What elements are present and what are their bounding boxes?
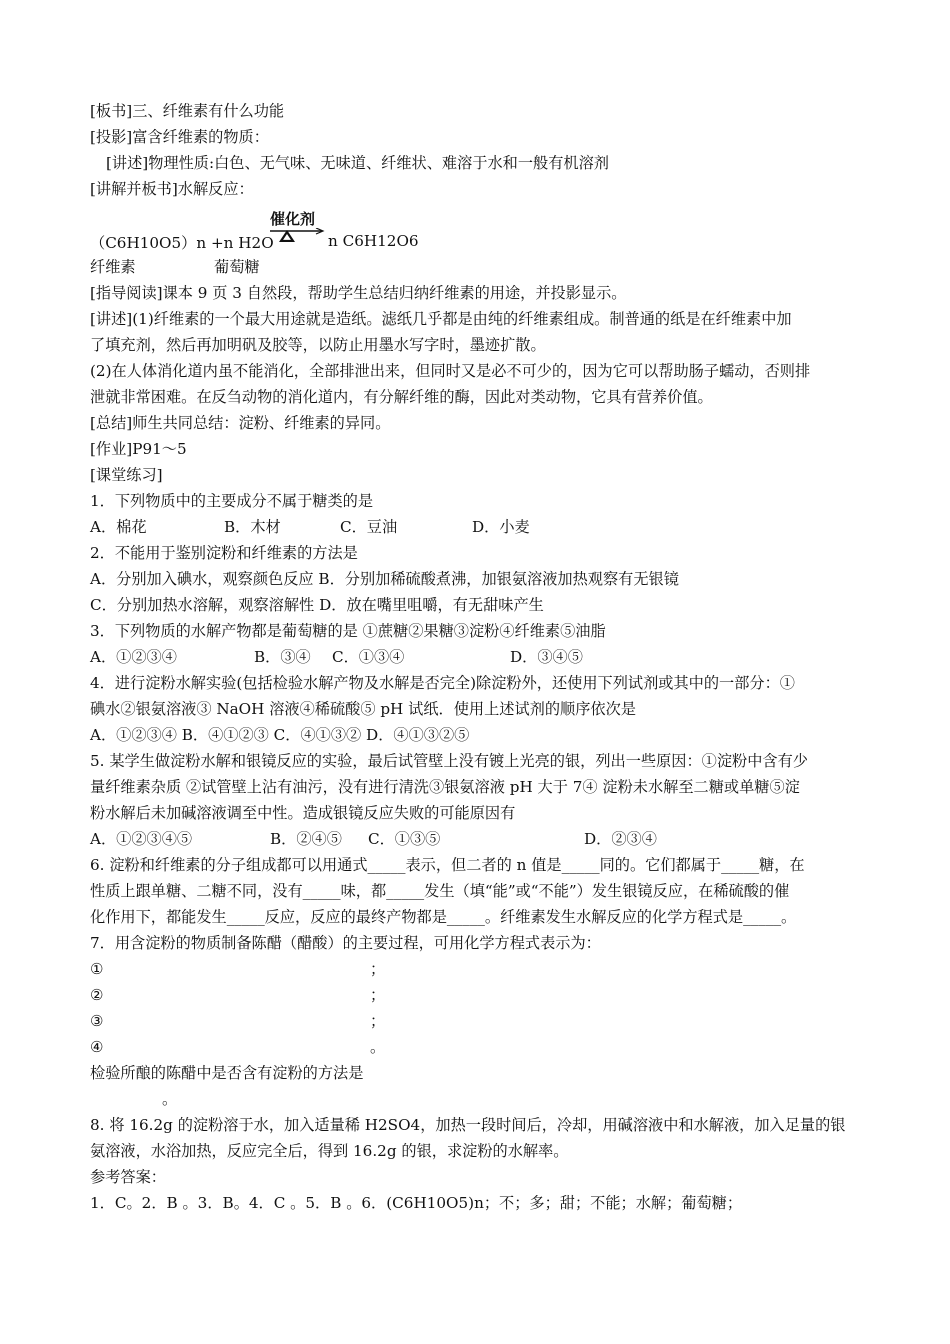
option-b: B．②④⑤: [270, 830, 342, 848]
product-formula: n C6H12O6: [328, 232, 419, 250]
physical-properties-line: [讲述]物理性质:白色、无气味、无味道、纤维状、难溶于水和一般有机溶剂: [106, 154, 609, 172]
paragraph-1-line-2: 了填充剂，然后再加明矾及胶等，以防止用墨水写字时，墨迹扩散。: [90, 336, 546, 354]
question-4-line-2: 碘水②银氨溶液③ NaOH 溶液④稀硫酸⑤ pH 试纸．使用上述试剂的顺序依次是: [90, 700, 636, 718]
cellulose-label: 纤维素: [90, 258, 136, 276]
option-d: D．②③④: [584, 830, 657, 848]
reaction-arrow-icon: [270, 228, 326, 242]
question-6-line-3: 化作用下，都能发生_____反应，反应的最终产物都是_____。纤维素发生水解反应的化学方程式是_____。: [90, 908, 797, 926]
question-8-line-1: 8. 将 16.2g 的淀粉溶于水，加入适量稀 H2SO4，加热一段时间后，冷却，用碱溶液中和水解液，加入足量的银: [90, 1116, 846, 1134]
question-5-options: [90, 826, 865, 852]
paragraph-1-line-1: [讲述](1)纤维素的一个最大用途就是造纸。滤纸几乎都是由纯的纤维素组成。制普通的纸是在纤维素中加: [90, 310, 792, 328]
option-d: D．③④⑤: [510, 648, 583, 666]
answers-heading: 参考答案：: [90, 1168, 166, 1186]
question-7-stem: 7．用含淀粉的物质制备陈醋（醋酸）的主要过程，可用化学方程式表示为：: [90, 934, 601, 952]
practice-heading: [课堂练习]: [90, 466, 163, 484]
equation-blank-3: [90, 1008, 865, 1034]
equation-blank-1: [90, 956, 865, 982]
blank-number: ③: [90, 1012, 104, 1030]
option-a: A．棉花: [90, 518, 147, 536]
substance-names: [90, 254, 865, 280]
answers-line: 1．C。2．B 。3．B。4．C 。5．B 。6．(C6H10O5)n；不；多；甜；不能；水解；葡萄糖；: [90, 1194, 743, 1212]
paragraph-2-line-2: 泄就非常困难。在反刍动物的消化道内，有分解纤维的酶，因此对类动物，它具有营养价值。: [90, 388, 713, 406]
question-6-line-2: 性质上跟单糖、二糖不同，没有_____味，都_____发生（填“能”或“不能”）发生银镜反应，在稀硫酸的催: [90, 882, 790, 900]
option-d: D．小麦: [472, 518, 530, 536]
catalyst-label: 催化剂: [270, 210, 316, 228]
question-2-options-cd: C．分别加热水溶解，观察溶解性 D．放在嘴里咀嚼，有无甜味产生: [90, 596, 544, 614]
question-6-line-1: 6. 淀粉和纤维素的分子组成都可以用通式_____表示，但二者的 n 值是_____同的。它们都属于_____糖，在: [90, 856, 805, 874]
equation-blank-4: [90, 1034, 865, 1060]
blank-number: ④: [90, 1038, 104, 1056]
question-5-line-1: 5. 某学生做淀粉水解和银镜反应的实验，最后试管壁上没有镀上光亮的银，列出一些原因：①淀粉中含有少: [90, 752, 808, 770]
option-a: A．①②③④⑤: [90, 830, 193, 848]
option-c: C．①③⑤: [368, 830, 441, 848]
question-8-line-2: 氨溶液，水浴加热，反应完全后，得到 16.2g 的银，求淀粉的水解率。: [90, 1142, 569, 1160]
glucose-label: 葡萄糖: [214, 258, 260, 276]
blank-number: ①: [90, 960, 104, 978]
document-page: [90, 98, 865, 1216]
question-4-line-1: 4．进行淀粉水解实验(包括检验水解产物及水解是否完全)除淀粉外，还使用下列试剂或其中的一部分：①: [90, 674, 795, 692]
question-2-options-ab: A．分别加入碘水，观察颜色反应 B．分别加稀硫酸煮沸，加银氨溶液加热观察有无银镜: [90, 570, 679, 588]
option-c: C．豆油: [340, 518, 398, 536]
summary-line: [总结]师生共同总结：淀粉、纤维素的异同。: [90, 414, 391, 432]
question-7-check-end: 。: [162, 1090, 178, 1108]
projection-line: [投影]富含纤维素的物质：: [90, 128, 269, 146]
question-1-options: [90, 514, 865, 540]
question-4-options: A．①②③④ B．④①②③ C．④①③② D．④①③②⑤: [90, 726, 470, 744]
homework-line: [作业]P91～5: [90, 440, 187, 458]
paragraph-2-line-1: (2)在人体消化道内虽不能消化，全部排泄出来，但同时又是必不可少的，因为它可以帮助肠子蠕动，否则排: [90, 362, 811, 380]
option-b: B．木材: [224, 518, 281, 536]
blank-end: ；: [370, 986, 386, 1004]
option-b: B．③④: [254, 648, 311, 666]
hydrolysis-equation: [90, 202, 865, 254]
blank-end: 。: [370, 1038, 386, 1056]
question-3-stem: 3．下列物质的水解产物都是葡萄糖的是 ①蔗糖②果糖③淀粉④纤维素⑤油脂: [90, 622, 606, 640]
hydrolysis-heading: [讲解并板书]水解反应：: [90, 180, 254, 198]
question-2-stem: 2．不能用于鉴别淀粉和纤维素的方法是: [90, 544, 358, 562]
blank-end: ；: [370, 960, 386, 978]
reactants-formula: （C6H10O5）n +n H2O: [90, 234, 274, 252]
guided-reading-line: [指导阅读]课本 9 页 3 自然段，帮助学生总结归纳纤维素的用途，并投影显示。: [90, 284, 627, 302]
question-1-stem: 1．下列物质中的主要成分不属于糖类的是: [90, 492, 374, 510]
question-3-options: [90, 644, 865, 670]
option-a: A．①②③④: [90, 648, 177, 666]
question-5-line-2: 量纤维素杂质 ②试管壁上沾有油污，没有进行清洗③银氨溶液 pH 大于 7④ 淀粉未水解至二糖或单糖⑤淀: [90, 778, 800, 796]
question-5-line-3: 粉水解后未加碱溶液调至中性。造成银镜反应失败的可能原因有: [90, 804, 516, 822]
blackboard-heading: [板书]三、纤维素有什么功能: [90, 102, 285, 120]
blank-end: ；: [370, 1012, 386, 1030]
option-c: C．①③④: [332, 648, 405, 666]
blank-number: ②: [90, 986, 104, 1004]
question-7-check-line: 检验所酿的陈醋中是否含有淀粉的方法是: [90, 1064, 364, 1082]
equation-blank-2: [90, 982, 865, 1008]
